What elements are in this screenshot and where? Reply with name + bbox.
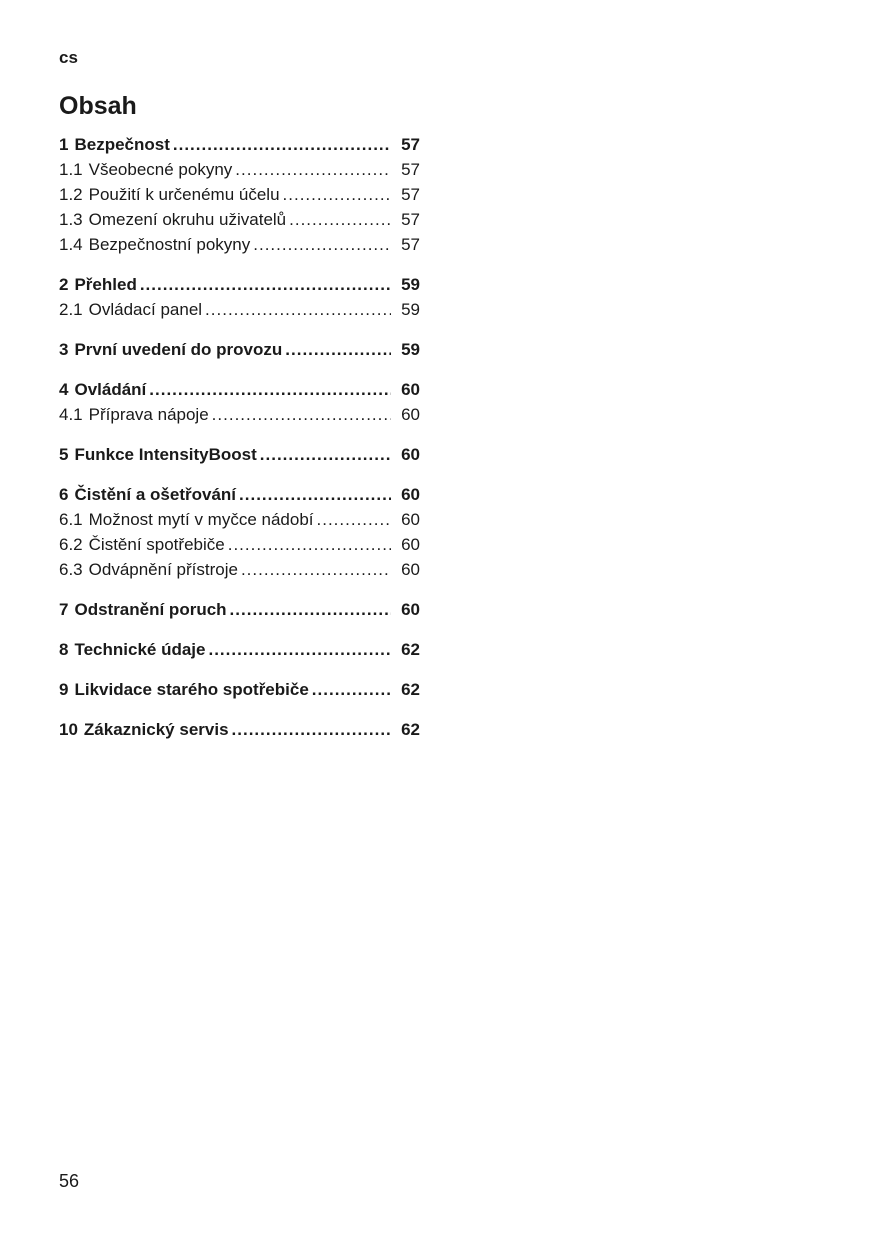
dot-leader: [289, 207, 391, 232]
dot-leader: [230, 597, 391, 622]
toc-entry-number: 4: [59, 380, 69, 399]
toc-entry-number: 1.2: [59, 185, 83, 204]
toc-entry-number: 6.3: [59, 560, 83, 579]
toc-entry-page: 60: [401, 600, 420, 619]
toc-entry-8[interactable]: [59, 637, 420, 662]
toc-entry-title: Přehled: [74, 275, 137, 294]
language-code: cs: [59, 48, 78, 67]
toc-entry-4[interactable]: [59, 377, 420, 402]
toc-entry-1-1[interactable]: [59, 157, 420, 182]
toc-entry-number: 1.3: [59, 210, 83, 229]
toc-entry-10[interactable]: [59, 717, 420, 742]
dot-leader: [253, 232, 391, 257]
toc-entry-title: Ovládací panel: [88, 300, 203, 319]
toc-entry-6-1[interactable]: [59, 507, 420, 532]
toc-entry-page: 60: [401, 405, 420, 424]
toc-entry-number: 5: [59, 445, 69, 464]
toc-entry-number: 1: [59, 135, 69, 154]
dot-leader: [317, 507, 391, 532]
toc-entry-number: 10: [59, 720, 78, 739]
toc-entry-1-3[interactable]: [59, 207, 420, 232]
toc-entry-number: 1.1: [59, 160, 83, 179]
toc-entry-page: 62: [401, 680, 420, 699]
toc-entry-title: Možnost mytí v myčce nádobí: [88, 510, 314, 529]
toc-entry-1-2[interactable]: [59, 182, 420, 207]
toc-entry-title: Použití k určenému účelu: [88, 185, 280, 204]
toc-entry-page: 57: [401, 160, 420, 179]
toc-entry-number: 2: [59, 275, 69, 294]
toc-entry-9[interactable]: [59, 677, 420, 702]
toc-entry-number: 7: [59, 600, 69, 619]
dot-leader: [205, 297, 391, 322]
page-title: Obsah: [59, 92, 137, 120]
toc-entry-page: 60: [401, 510, 420, 529]
dot-leader: [241, 557, 391, 582]
toc-entry-5[interactable]: [59, 442, 420, 467]
dot-leader: [149, 377, 391, 402]
toc-entry-page: 57: [401, 185, 420, 204]
toc-entry-number: 1.4: [59, 235, 83, 254]
toc-entry-number: 6.2: [59, 535, 83, 554]
toc-entry-number: 2.1: [59, 300, 83, 319]
toc-entry-title: Ovládání: [74, 380, 147, 399]
dot-leader: [140, 272, 391, 297]
toc-entry-page: 57: [401, 135, 420, 154]
toc-entry-title: Bezpečnost: [74, 135, 170, 154]
toc-entry-page: 60: [401, 485, 420, 504]
dot-leader: [235, 157, 391, 182]
dot-leader: [260, 442, 391, 467]
toc-entry-number: 6: [59, 485, 69, 504]
toc-entry-page: 59: [401, 300, 420, 319]
dot-leader: [173, 132, 391, 157]
toc-entry-4-1[interactable]: [59, 402, 420, 427]
dot-leader: [208, 637, 391, 662]
toc-entry-page: 57: [401, 235, 420, 254]
toc-entry-number: 4.1: [59, 405, 83, 424]
toc-entry-title: Čistění a ošetřování: [74, 485, 237, 504]
toc-entry-title: Odstranění poruch: [74, 600, 227, 619]
toc-entry-title: První uvedení do provozu: [74, 340, 283, 359]
toc-entry-title: Odvápnění přístroje: [88, 560, 238, 579]
toc-entry-6-3[interactable]: [59, 557, 420, 582]
toc-entry-6[interactable]: [59, 482, 420, 507]
toc-entry-title: Příprava nápoje: [88, 405, 209, 424]
toc-entry-2[interactable]: [59, 272, 420, 297]
toc-entry-page: 60: [401, 445, 420, 464]
toc-entry-title: Všeobecné pokyny: [88, 160, 233, 179]
toc-entry-title: Bezpečnostní pokyny: [88, 235, 251, 254]
toc-entry-2-1[interactable]: [59, 297, 420, 322]
page-number: 56: [59, 1171, 80, 1191]
table-of-contents: [59, 132, 420, 742]
toc-entry-page: 60: [401, 560, 420, 579]
toc-entry-title: Funkce IntensityBoost: [74, 445, 257, 464]
toc-entry-title: Likvidace starého spotřebiče: [74, 680, 309, 699]
toc-entry-1[interactable]: [59, 132, 420, 157]
toc-entry-number: 3: [59, 340, 69, 359]
dot-leader: [212, 402, 391, 427]
toc-entry-page: 62: [401, 720, 420, 739]
toc-entry-number: 6.1: [59, 510, 83, 529]
dot-leader: [228, 532, 391, 557]
toc-entry-page: 60: [401, 380, 420, 399]
dot-leader: [232, 717, 391, 742]
toc-entry-number: 8: [59, 640, 69, 659]
toc-entry-title: Technické údaje: [74, 640, 206, 659]
toc-entry-7[interactable]: [59, 597, 420, 622]
toc-entry-title: Čistění spotřebiče: [88, 535, 225, 554]
dot-leader: [239, 482, 391, 507]
dot-leader: [312, 677, 391, 702]
toc-entry-page: 62: [401, 640, 420, 659]
toc-entry-page: 59: [401, 275, 420, 294]
dot-leader: [285, 337, 391, 362]
toc-entry-number: 9: [59, 680, 69, 699]
toc-entry-3[interactable]: [59, 337, 420, 362]
toc-entry-1-4[interactable]: [59, 232, 420, 257]
dot-leader: [283, 182, 391, 207]
toc-entry-page: 59: [401, 340, 420, 359]
toc-entry-6-2[interactable]: [59, 532, 420, 557]
toc-entry-page: 57: [401, 210, 420, 229]
toc-entry-title: Omezení okruhu uživatelů: [88, 210, 287, 229]
toc-entry-title: Zákaznický servis: [83, 720, 229, 739]
toc-entry-page: 60: [401, 535, 420, 554]
